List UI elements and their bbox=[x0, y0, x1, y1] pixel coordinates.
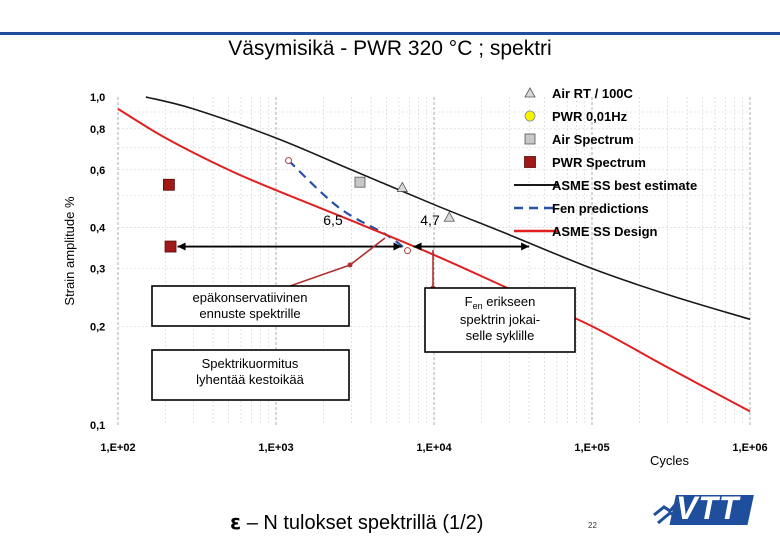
x-tick-label: 1,E+06 bbox=[732, 442, 768, 454]
epsilon-symbol: ε bbox=[230, 510, 242, 534]
series-markers bbox=[163, 158, 454, 254]
legend-label: PWR Spectrum bbox=[552, 155, 646, 170]
legend-label: Fen predictions bbox=[552, 201, 649, 216]
footer-title bbox=[230, 510, 483, 535]
y-tick-label: 0,6 bbox=[90, 164, 106, 177]
legend-label: PWR 0,01Hz bbox=[552, 109, 628, 124]
legend-marker bbox=[525, 134, 535, 144]
x-axis-label: Cycles bbox=[650, 453, 690, 468]
data-point bbox=[355, 177, 365, 187]
x-tick-label: 1,E+05 bbox=[574, 442, 610, 454]
callout-text: epäkonservatiivinen bbox=[192, 290, 308, 305]
y-tick-label: 1,0 bbox=[90, 92, 106, 104]
data-point bbox=[165, 241, 176, 252]
legend-label: Air Spectrum bbox=[552, 132, 634, 147]
data-point bbox=[163, 179, 174, 190]
y-tick-label: 0,8 bbox=[90, 123, 106, 136]
x-tick-label: 1,E+02 bbox=[100, 442, 136, 454]
legend-label: ASME SS best estimate bbox=[552, 178, 698, 193]
callout-pointer bbox=[350, 238, 385, 265]
page-number: 22 bbox=[588, 521, 597, 530]
y-tick-label: 0,1 bbox=[90, 420, 106, 432]
y-tick-label: 0,3 bbox=[90, 263, 106, 276]
logo-text: VTT bbox=[676, 490, 740, 526]
legend-label: ASME SS Design bbox=[552, 224, 658, 239]
callout-text: spektrin jokai- bbox=[459, 312, 541, 327]
callout-text: lyhentää kestoikää bbox=[196, 372, 304, 387]
legend-marker bbox=[525, 157, 536, 168]
y-tick-label: 0,2 bbox=[90, 321, 106, 334]
callout-pointer-dot bbox=[348, 263, 353, 268]
callout-text: selle syklille bbox=[465, 328, 535, 343]
arrowhead bbox=[414, 243, 422, 251]
ratio-label-left: 6,5 bbox=[323, 212, 343, 228]
data-point bbox=[405, 248, 411, 254]
annotations bbox=[152, 212, 575, 400]
data-point bbox=[444, 212, 454, 221]
y-tick-label: 0,4 bbox=[90, 222, 106, 235]
callout-pointer bbox=[290, 265, 350, 286]
axis-ticks bbox=[62, 92, 768, 468]
callout-text: ennuste spektrille bbox=[199, 306, 301, 321]
x-tick-label: 1,E+03 bbox=[258, 442, 294, 454]
data-point bbox=[286, 158, 292, 164]
arrowhead bbox=[178, 243, 186, 251]
footer-title-text: – N tulokset spektrillä (1/2) bbox=[241, 512, 484, 534]
legend-marker bbox=[525, 88, 535, 97]
arrowhead bbox=[521, 243, 529, 251]
y-axis-label: Strain amplitude % bbox=[62, 196, 77, 306]
legend-marker bbox=[525, 111, 535, 121]
ratio-label-right: 4,7 bbox=[420, 212, 440, 228]
callout-text: Spektrikuormitus bbox=[201, 356, 299, 371]
x-tick-label: 1,E+04 bbox=[416, 442, 452, 454]
legend bbox=[514, 86, 697, 239]
legend-label: Air RT / 100C bbox=[552, 86, 633, 101]
callout-text: $F_{en}$ erikseen bbox=[464, 294, 536, 311]
slide-title: Väsymisikä - PWR 320 °C ; spektri bbox=[228, 37, 552, 60]
